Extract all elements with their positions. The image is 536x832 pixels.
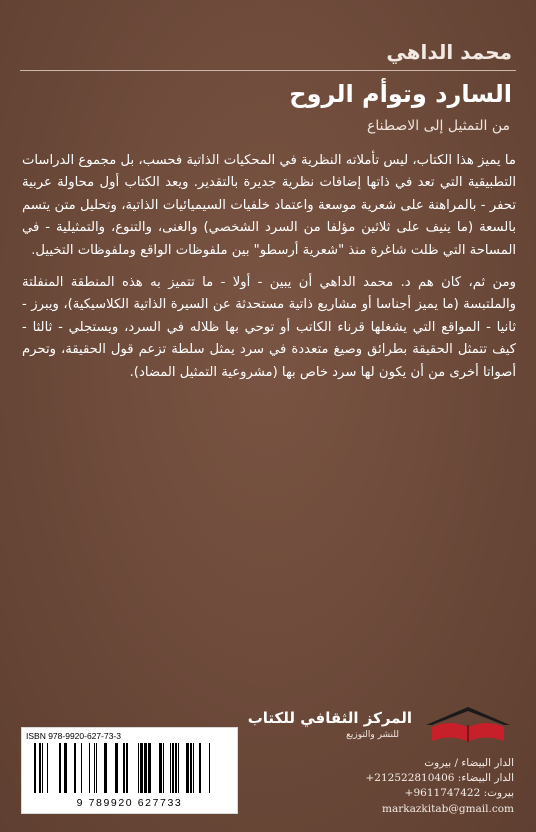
contact-cities: الدار البيضاء / بيروت bbox=[424, 757, 514, 769]
author-name: محمد الداهي bbox=[386, 40, 512, 64]
blurb-paragraph: ومن ثم، كان هم د. محمد الداهي أن يبين - أولا - ما تتميز به هذه المنطقة المنفلتة والملتبسة (ما يميز أجناسا أو مشاريع ذاتية مستحدثة عن السيرة الذاتية الكلاسيكية)، ويبرز - ثانيا - المواقع التي يشغلها قرناء الكاتب أو توحي بها ظلاله في السرد، ويستجلي - ثالثا - كيف تتمثل الحقيقة بطرائق وصيغ متعددة في سرد يمثل سلطة تزعم قول الحقيقة، وتحرم أصواتا أخرى من أن يكون لها سرد خاص بها (مشروعية التمثيل المضاد). bbox=[22, 275, 516, 380]
publisher-tagline: للنشر والتوزيع bbox=[346, 730, 399, 740]
open-book-icon bbox=[422, 705, 514, 743]
isbn-barcode-box bbox=[21, 727, 238, 814]
contact-email[interactable]: markazkitab@gmail.com bbox=[382, 803, 514, 815]
divider bbox=[20, 70, 516, 71]
contact-phone-beirut: بيروت: 9611747422+ bbox=[404, 787, 514, 799]
isbn-digits: 9 789920 627733 bbox=[76, 797, 183, 809]
book-title: السارد وتوأم الروح bbox=[289, 80, 512, 108]
publisher-name: المركز الثقافي للكتاب bbox=[247, 709, 412, 727]
blurb-paragraph: ما يميز هذا الكتاب، ليس تأملاته النظرية في المحكيات الذاتية فحسب، بل مجموع الدراسات التطبيقية التي تعد في ذاتها إضافات نظرية جديرة بالتقدير. ويعد الكتاب أول محاولة عربية تحفر - بالمراهنة على شعرية موسعة واعتماد خلفيات السيميائيات الذاتية، وتحليل متن يتسم بالسعة (ما ينيف على ثلاثين مؤلفا من السرد الشخصي) والغنى، والتنوع، والتمثيلية - في المساحة التي ظلت شاغرة منذ "شعرية أرسطو" بين ملفوظات الواقع وملفوظات التخييل. bbox=[22, 153, 516, 258]
isbn-label: ISBN 978-9920-627-73-3 bbox=[26, 731, 121, 741]
blurb-text bbox=[22, 150, 516, 384]
barcode-icon bbox=[32, 743, 226, 793]
book-subtitle: من التمثيل إلى الاصطناع bbox=[367, 118, 510, 134]
contact-phone-casablanca: الدار البيضاء: 212522810406+ bbox=[365, 772, 514, 784]
